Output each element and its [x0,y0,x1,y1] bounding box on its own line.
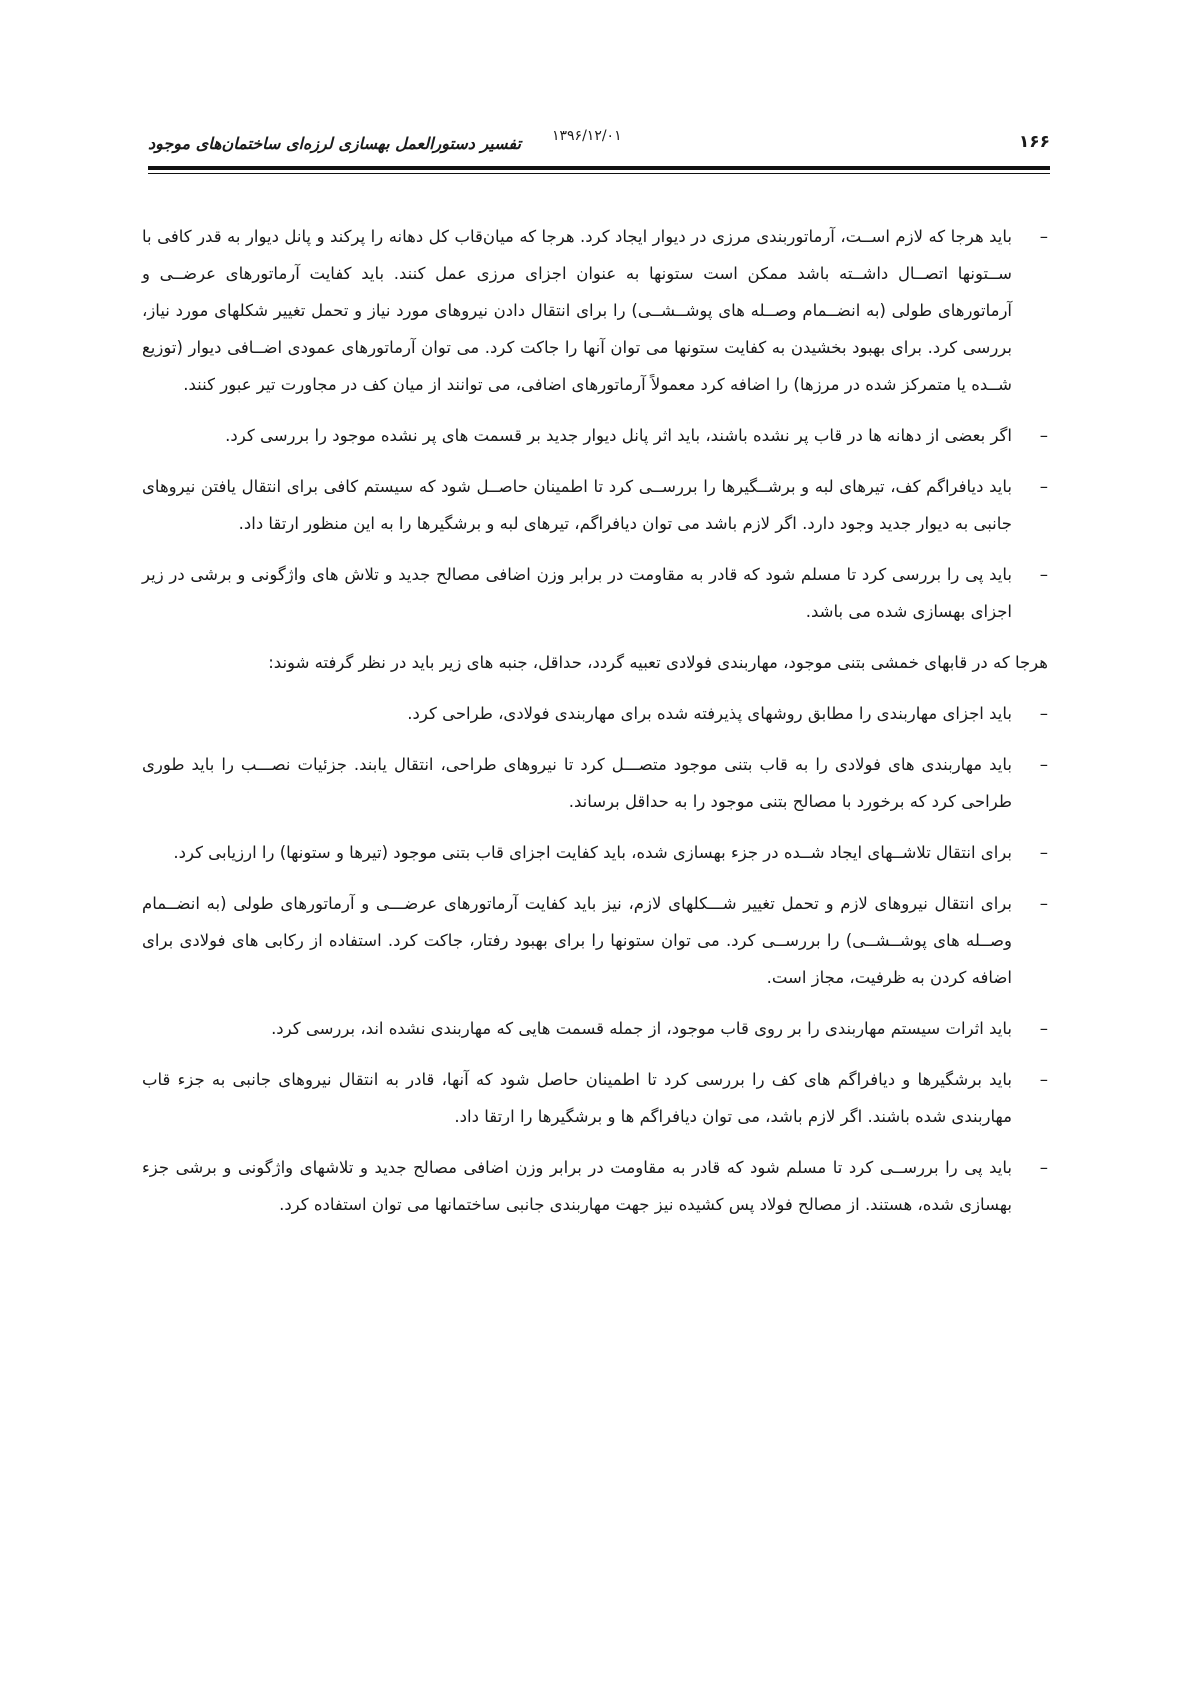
list-item [142,1149,1048,1223]
header-date: ۱۳۹۶/۱۲/۰۱ [552,128,622,144]
list-item-text: باید اجزای مهاربندی را مطابق روشهای پذیرفته شده برای مهاربندی فولادی، طراحی کرد. [407,704,1012,723]
page-header [148,126,1050,162]
list-item [142,218,1048,403]
bullet-dash: – [1039,565,1048,584]
list-item [142,695,1048,732]
bullet-dash: – [1039,1158,1048,1177]
list-item [142,834,1048,871]
list-item-text: برای انتقال تلاشــهای ایجاد شــده در جزء بهسازی شده، باید کفایت اجزای قاب بتنی موجود (تیرها و ستونها) را ارزیابی کرد. [173,843,1012,862]
bullet-dash: – [1039,426,1048,445]
list-item [142,556,1048,630]
header-rule [148,166,1050,170]
bullet-dash: – [1039,477,1048,496]
list-item [142,1061,1048,1135]
intro-paragraph: هرجا که در قابهای خمشی بتنی موجود، مهاربندی فولادی تعبیه گردد، حداقل، جنبه های زیر باید در نظر گرفته شوند: [268,653,1048,672]
list-item-text: برای انتقال نیروهای لازم و تحمل تغییر شـــکلهای لازم، نیز باید کفایت آرماتورهای عرضـــی و آرماتورهای طولی (به انضــمام وصــله های پوشــشــی) را بررســی کرد. می توان ستونها را برای بهبود رفتار، جاکت کرد. استفاده از رکابی های فولادی برای اضافه کردن به ظرفیت، مجاز است. [142,894,1012,987]
bullet-dash: – [1039,755,1048,774]
page-number: ۱۶۶ [1018,132,1050,152]
list-item [142,885,1048,996]
list-item-text: اگر بعضی از دهانه ها در قاب پر نشده باشند، باید اثر پانل دیوار جدید بر قسمت های پر نشده موجود را بررسی کرد. [225,426,1012,445]
bullet-dash: – [1039,894,1048,913]
list-item-text: باید دیافراگم کف، تیرهای لبه و برشــگیرها را بررســی کرد تا اطمینان حاصــل شود که سیستم کافی برای انتقال یافتن نیروهای جانبی به دیوار جدید وجود دارد. اگر لازم باشد می توان دیافراگم، تیرهای لبه و برشگیرها را به این منظور ارتقا داد. [142,477,1012,533]
list-item-text: باید پی را بررسی کرد تا مسلم شود که قادر به مقاومت در برابر وزن اضافی مصالح جدید و تلاش های واژگونی و برشی در زیر اجزای بهسازی شده می باشد. [142,565,1012,621]
list-item [142,468,1048,542]
bullet-dash: – [1039,1019,1048,1038]
list-item [142,1010,1048,1047]
list-item-text: باید پی را بررســی کرد تا مسلم شود که قادر به مقاومت در برابر وزن اضافی مصالح جدید و تلاشهای واژگونی و برشی جزء بهسازی شده، هستند. از مصالح فولاد پس کشیده نیز جهت مهاربندی جانبی ساختمانها می توان استفاده کرد. [142,1158,1012,1214]
list-item-text: باید مهاربندی های فولادی را به قاب بتنی موجود متصـــل کرد تا نیروهای طراحی، انتقال یابند. جزئیات نصـــب را باید طوری طراحی کرد که برخورد با مصالح بتنی موجود را به حداقل برساند. [142,755,1012,811]
list-item [142,746,1048,820]
running-title: تفسیر دستورالعمل بهسازی لرزه‌ای ساختمان‌های موجود [148,134,521,153]
list-item-text: باید هرجا که لازم اســت، آرماتوربندی مرزی در دیوار ایجاد کرد. هرجا که میان‌قاب کل دهانه را پرکند و پانل دیوار به قدر کافی با ســتونها اتصــال داشــته باشد ممکن است ستونها به عنوان اجزای مرزی عمل کنند. باید کفایت آرماتورهای عرضــی و آرماتورهای طولی (به انضــمام وصــله های پوشــشــی) را برای انتقال دادن نیروهای مورد نیاز و تحمل تغییر شکلهای مورد نیاز، بررسی کرد. برای بهبود بخشیدن به کفایت ستونها می توان آنها را جاکت کرد. می توان آرماتورهای عمودی اضــافی دیوار (توزیع شــده یا متمرکز شده در مرزها) را اضافه کرد معمولاً آرماتورهای اضافی، می توانند از میان کف در مجاورت تیر عبور کنند. [142,227,1012,394]
list-item-text: باید برشگیرها و دیافراگم های کف را بررسی کرد تا اطمینان حاصل شود که آنها، قادر به انتقال نیروهای جانبی به جزء قاب مهاربندی شده باشند. اگر لازم باشد، می توان دیافراگم ها و برشگیرها را ارتقا داد. [142,1070,1012,1126]
list-item-text: باید اثرات سیستم مهاربندی را بر روی قاب موجود، از جمله قسمت هایی که مهاربندی نشده اند، بررسی کرد. [271,1019,1012,1038]
document-body [142,218,1048,1237]
header-rule-thin [148,173,1050,174]
bullet-dash: – [1039,704,1048,723]
list-item [142,417,1048,454]
bullet-dash: – [1039,843,1048,862]
bullet-dash: – [1039,227,1048,246]
bullet-dash: – [1039,1070,1048,1089]
